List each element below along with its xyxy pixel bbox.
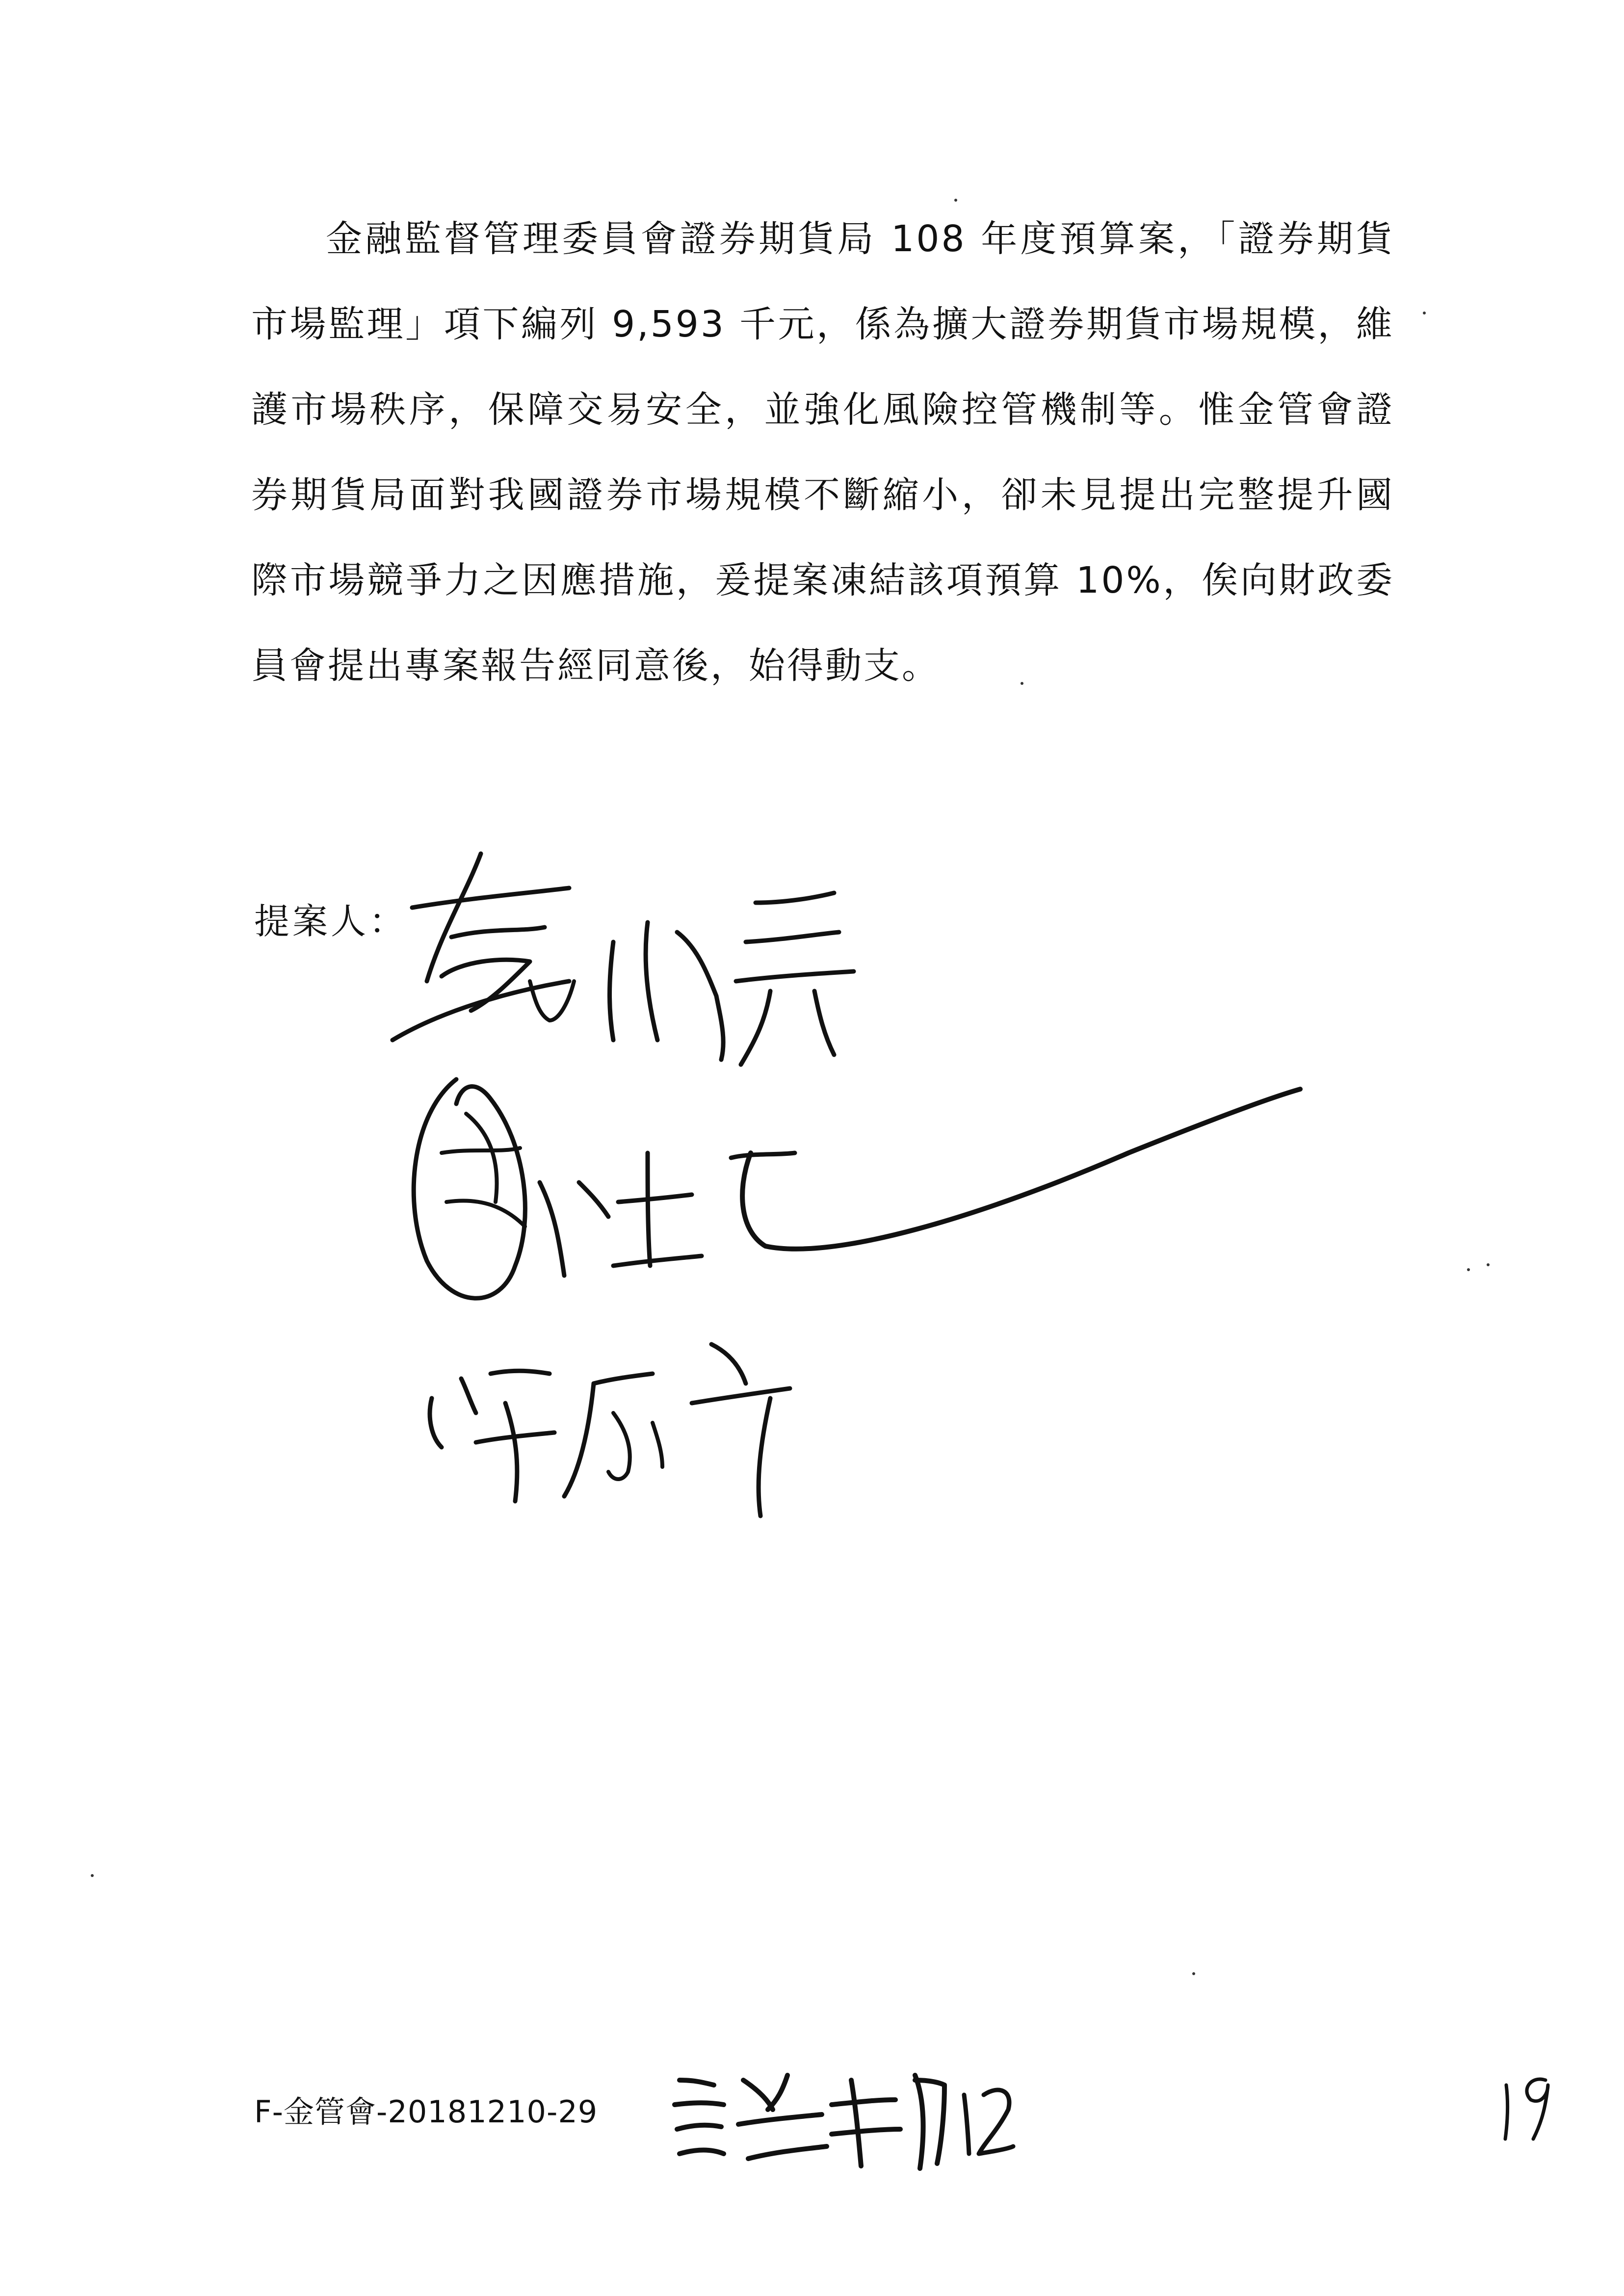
signature-1 [383,834,873,1079]
proposal-paragraph [251,196,1394,708]
page-number [1496,2070,1560,2144]
scan-speck [954,199,957,202]
scan-speck [1467,1268,1470,1271]
document-id: F-金管會-20181210-29 [254,2094,598,2130]
scan-speck [1423,312,1426,314]
scan-speck [1192,1972,1195,1975]
scan-speck [1021,682,1023,685]
signature-3 [417,1325,859,1521]
proposer-label: 提案人： [254,901,408,942]
handwritten-stamp [670,2061,1013,2173]
signature-2 [393,1055,1325,1330]
paragraph-text: 金融監督管理委員會證券期貨局 108 年度預算案，「證券期貨市場監理」項下編列 9,593 千元，係為擴大證券期貨市場規模，維護市場秩序，保障交易安全，並強化風險控管機制等。惟金管會證券期貨局面對我國證券市場規模不斷縮小，卻未見提出完整提升國際市場競爭力之因應措施，爰提案凍結該項預算 10%，俟向財政委員會提出專案報告經同意後，始得動支。 [251,218,1394,687]
scan-speck [1487,1263,1490,1266]
scan-speck [91,1874,94,1877]
